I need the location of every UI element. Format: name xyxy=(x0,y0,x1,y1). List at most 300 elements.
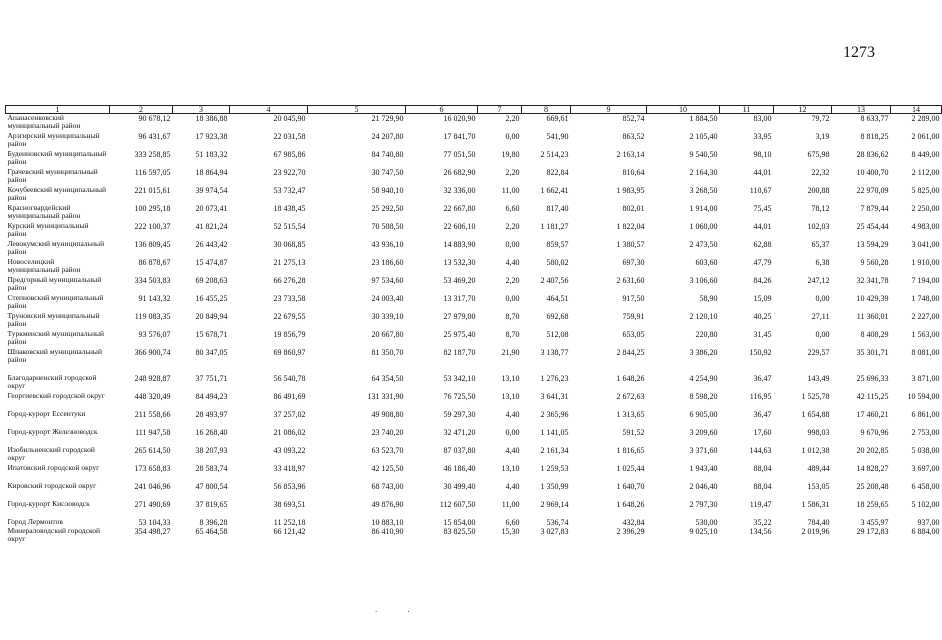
value-cell: 3 641,31 xyxy=(540,392,569,401)
value-cell: 18 259,65 xyxy=(856,500,889,509)
footer-marks: . . xyxy=(375,604,424,614)
value-cell: 88,04 xyxy=(753,482,772,491)
value-cell: 53 342,10 xyxy=(443,374,476,383)
value-cell: 33 418,97 xyxy=(273,464,306,473)
table-row xyxy=(6,168,942,186)
value-cell: 19 856,79 xyxy=(273,330,306,339)
value-cell: 58 940,10 xyxy=(371,186,404,195)
municipality-name: Апанасенковский муниципальный район xyxy=(7,113,81,130)
value-cell: 65,37 xyxy=(811,240,830,249)
value-cell: 15 474,87 xyxy=(195,258,228,267)
value-cell: 66 276,28 xyxy=(273,276,306,285)
value-cell: 1 910,00 xyxy=(911,258,940,267)
municipality-name: Буденновский муниципальный район xyxy=(7,149,107,166)
value-cell: 16 020,90 xyxy=(443,114,476,123)
value-cell: 16 268,40 xyxy=(195,428,228,437)
value-cell: 580,02 xyxy=(546,258,569,267)
municipality-name: Левокумский муниципальный район xyxy=(7,239,105,256)
value-cell: 13,10 xyxy=(501,392,520,401)
column-header: 5 xyxy=(308,106,406,114)
value-cell: 51 183,32 xyxy=(195,150,228,159)
value-cell: 83,00 xyxy=(753,114,772,123)
table-row xyxy=(6,258,942,276)
page-number: 1273 xyxy=(843,44,875,61)
value-cell: 2 120,10 xyxy=(689,312,718,321)
value-cell: 221 015,61 xyxy=(134,186,171,195)
value-cell: 32 471,20 xyxy=(443,428,476,437)
value-cell: 692,68 xyxy=(546,312,569,321)
value-cell: 536,74 xyxy=(546,518,569,527)
value-cell: 25 696,33 xyxy=(856,374,889,383)
value-cell: 541,90 xyxy=(546,132,569,141)
value-cell: 653,05 xyxy=(622,330,645,339)
value-cell: 28 583,74 xyxy=(195,464,228,473)
value-cell: 2 473,50 xyxy=(689,240,718,249)
value-cell: 8 081,00 xyxy=(911,348,940,357)
value-cell: 6,60 xyxy=(505,204,520,213)
value-cell: 2 396,29 xyxy=(616,527,645,536)
value-cell: 822,84 xyxy=(546,168,569,177)
value-cell: 63 523,70 xyxy=(371,446,404,455)
value-cell: 2 365,96 xyxy=(540,410,569,419)
value-cell: 27 979,00 xyxy=(443,312,476,321)
table-row xyxy=(6,312,942,330)
value-cell: 3 138,77 xyxy=(540,348,569,357)
value-cell: 37 257,02 xyxy=(273,410,306,419)
value-cell: 917,50 xyxy=(622,294,645,303)
value-cell: 4,40 xyxy=(505,446,520,455)
value-cell: 43 093,22 xyxy=(273,446,306,455)
table-row xyxy=(6,204,942,222)
value-cell: 25 975,40 xyxy=(443,330,476,339)
municipality-name: Новоселицкий муниципальный район xyxy=(7,257,81,274)
value-cell: 6 458,00 xyxy=(911,482,940,491)
value-cell: 8 408,29 xyxy=(860,330,889,339)
value-cell: 136 809,45 xyxy=(134,240,171,249)
value-cell: 432,84 xyxy=(622,518,645,527)
value-cell: 36,47 xyxy=(753,410,772,419)
value-cell: 29 172,83 xyxy=(856,527,889,536)
value-cell: 49 876,90 xyxy=(371,500,404,509)
municipality-name: Ипатовский городской округ xyxy=(7,463,100,472)
value-cell: 1 654,88 xyxy=(801,410,830,419)
value-cell: 0,00 xyxy=(505,240,520,249)
value-cell: 675,98 xyxy=(807,150,830,159)
municipality-name: Степновский муниципальный район xyxy=(7,293,104,310)
value-cell: 1 525,78 xyxy=(801,392,830,401)
value-cell: 247,12 xyxy=(807,276,830,285)
value-cell: 2,20 xyxy=(505,222,520,231)
value-cell: 98,10 xyxy=(753,150,772,159)
value-cell: 5 102,00 xyxy=(911,500,940,509)
value-cell: 13 594,29 xyxy=(856,240,889,249)
value-cell: 19,80 xyxy=(501,150,520,159)
value-cell: 2 105,40 xyxy=(689,132,718,141)
value-cell: 20 073,41 xyxy=(195,204,228,213)
column-header: 13 xyxy=(832,106,891,114)
value-cell: 10 594,00 xyxy=(907,392,940,401)
value-cell: 30 339,10 xyxy=(371,312,404,321)
value-cell: 0,00 xyxy=(815,330,830,339)
value-cell: 4,40 xyxy=(505,482,520,491)
value-cell: 35 301,71 xyxy=(856,348,889,357)
municipality-name: Кировский городской округ xyxy=(7,481,97,490)
value-cell: 2 227,00 xyxy=(911,312,940,321)
value-cell: 84 494,23 xyxy=(195,392,228,401)
value-cell: 33,95 xyxy=(753,132,772,141)
value-cell: 8 598,20 xyxy=(689,392,718,401)
value-cell: 2,20 xyxy=(505,276,520,285)
value-cell: 80 347,05 xyxy=(195,348,228,357)
value-cell: 52 515,54 xyxy=(273,222,306,231)
value-cell: 10 883,10 xyxy=(371,518,404,527)
spacer-row xyxy=(6,366,942,374)
value-cell: 28 836,62 xyxy=(856,150,889,159)
value-cell: 22 679,55 xyxy=(273,312,306,321)
value-cell: 1 914,00 xyxy=(689,204,718,213)
value-cell: 100 295,18 xyxy=(134,204,171,213)
value-cell: 248 928,87 xyxy=(134,374,171,383)
value-cell: 15,30 xyxy=(501,527,520,536)
value-cell: 366 900,74 xyxy=(134,348,171,357)
value-cell: 17 841,70 xyxy=(443,132,476,141)
value-cell: 23 733,58 xyxy=(273,294,306,303)
value-cell: 17 460,21 xyxy=(856,410,889,419)
table-row xyxy=(6,392,942,410)
value-cell: 59 297,30 xyxy=(443,410,476,419)
value-cell: 82 187,70 xyxy=(443,348,476,357)
column-header: 8 xyxy=(522,106,571,114)
value-cell: 35,22 xyxy=(753,518,772,527)
table-row xyxy=(6,114,942,133)
municipality-name: Красногвардейский муниципальный район xyxy=(7,203,81,220)
value-cell: 112 607,50 xyxy=(439,500,476,509)
table-row xyxy=(6,500,942,518)
value-cell: 66 121,42 xyxy=(273,527,306,536)
value-cell: 102,03 xyxy=(807,222,830,231)
table-row xyxy=(6,482,942,500)
value-cell: 16 455,25 xyxy=(195,294,228,303)
value-cell: 1 822,04 xyxy=(616,222,645,231)
value-cell: 852,74 xyxy=(622,114,645,123)
value-cell: 2 969,14 xyxy=(540,500,569,509)
value-cell: 2 250,00 xyxy=(911,204,940,213)
column-header: 12 xyxy=(774,106,832,114)
value-cell: 3,19 xyxy=(815,132,830,141)
value-cell: 10 400,70 xyxy=(856,168,889,177)
table-row xyxy=(6,186,942,204)
value-cell: 43 936,10 xyxy=(371,240,404,249)
value-cell: 83 825,50 xyxy=(443,527,476,536)
value-cell: 30 747,50 xyxy=(371,168,404,177)
value-cell: 6,60 xyxy=(505,518,520,527)
municipality-name: Труновский муниципальный район xyxy=(7,311,100,328)
municipality-name: Город-курорт Железноводск xyxy=(7,427,98,436)
value-cell: 143,49 xyxy=(807,374,830,383)
value-cell: 13 532,30 xyxy=(443,258,476,267)
value-cell: 20 667,80 xyxy=(371,330,404,339)
value-cell: 15 854,00 xyxy=(443,518,476,527)
value-cell: 26 443,42 xyxy=(195,240,228,249)
value-cell: 1 181,27 xyxy=(540,222,569,231)
value-cell: 2 797,30 xyxy=(689,500,718,509)
value-cell: 68 743,00 xyxy=(371,482,404,491)
value-cell: 56 853,96 xyxy=(273,482,306,491)
value-cell: 14 828,27 xyxy=(856,464,889,473)
municipality-name: Предгорный муниципальный район xyxy=(7,275,102,292)
municipality-name: Изобильненский городской округ xyxy=(7,445,95,462)
value-cell: 22,32 xyxy=(811,168,830,177)
value-cell: 37 751,71 xyxy=(195,374,228,383)
value-cell: 1 563,00 xyxy=(911,330,940,339)
value-cell: 9 670,96 xyxy=(860,428,889,437)
value-cell: 591,52 xyxy=(622,428,645,437)
value-cell: 2 046,40 xyxy=(689,482,718,491)
column-header: 3 xyxy=(173,106,230,114)
value-cell: 1 748,00 xyxy=(911,294,940,303)
value-cell: 697,30 xyxy=(622,258,645,267)
value-cell: 87 037,80 xyxy=(443,446,476,455)
value-cell: 784,40 xyxy=(807,518,830,527)
value-cell: 116,95 xyxy=(749,392,772,401)
value-cell: 2 161,34 xyxy=(540,446,569,455)
value-cell: 603,60 xyxy=(695,258,718,267)
value-cell: 334 503,83 xyxy=(134,276,171,285)
value-cell: 802,01 xyxy=(622,204,645,213)
value-cell: 26 682,90 xyxy=(443,168,476,177)
table-row xyxy=(6,428,942,446)
value-cell: 200,88 xyxy=(807,186,830,195)
column-header: 2 xyxy=(110,106,173,114)
value-cell: 8,70 xyxy=(505,330,520,339)
value-cell: 67 985,86 xyxy=(273,150,306,159)
value-cell: 111 947,58 xyxy=(135,428,171,437)
value-cell: 3 106,60 xyxy=(689,276,718,285)
value-cell: 70 508,50 xyxy=(371,222,404,231)
value-cell: 144,63 xyxy=(749,446,772,455)
value-cell: 1 259,53 xyxy=(540,464,569,473)
column-header: 6 xyxy=(406,106,478,114)
value-cell: 4,40 xyxy=(505,258,520,267)
value-cell: 15,09 xyxy=(753,294,772,303)
municipality-name: Город-курорт Ессентуки xyxy=(7,409,86,418)
value-cell: 30 068,85 xyxy=(273,240,306,249)
value-cell: 46 186,40 xyxy=(443,464,476,473)
value-cell: 1 816,65 xyxy=(616,446,645,455)
value-cell: 8,70 xyxy=(505,312,520,321)
value-cell: 9 560,28 xyxy=(860,258,889,267)
value-cell: 1 380,57 xyxy=(616,240,645,249)
value-cell: 2 289,00 xyxy=(911,114,940,123)
value-cell: 489,44 xyxy=(807,464,830,473)
value-cell: 28 493,97 xyxy=(195,410,228,419)
value-cell: 32 336,00 xyxy=(443,186,476,195)
value-cell: 3 871,00 xyxy=(911,374,940,383)
value-cell: 5 038,00 xyxy=(911,446,940,455)
value-cell: 23 186,60 xyxy=(371,258,404,267)
value-cell: 44,01 xyxy=(753,168,772,177)
value-cell: 2 061,00 xyxy=(911,132,940,141)
value-cell: 41 821,24 xyxy=(195,222,228,231)
table-row xyxy=(6,276,942,294)
value-cell: 859,57 xyxy=(546,240,569,249)
value-cell: 1 060,00 xyxy=(689,222,718,231)
value-cell: 75,45 xyxy=(753,204,772,213)
value-cell: 88,04 xyxy=(753,464,772,473)
value-cell: 22 667,80 xyxy=(443,204,476,213)
column-header: 1 xyxy=(6,106,110,114)
value-cell: 1 586,31 xyxy=(801,500,830,509)
value-cell: 448 320,49 xyxy=(134,392,171,401)
municipality-name: Город Лермонтов xyxy=(7,517,63,526)
value-cell: 2 753,00 xyxy=(911,428,940,437)
value-cell: 11,00 xyxy=(501,500,520,509)
value-cell: 69 208,63 xyxy=(195,276,228,285)
value-cell: 42 115,25 xyxy=(856,392,889,401)
value-cell: 22 031,58 xyxy=(273,132,306,141)
value-cell: 18 386,88 xyxy=(195,114,228,123)
table-row xyxy=(6,132,942,150)
value-cell: 38 693,51 xyxy=(273,500,306,509)
value-cell: 78,12 xyxy=(811,204,830,213)
value-cell: 2 844,25 xyxy=(616,348,645,357)
table-row xyxy=(6,446,942,464)
table-row xyxy=(6,330,942,348)
spacer-cell xyxy=(6,366,942,374)
value-cell: 1 313,65 xyxy=(616,410,645,419)
value-cell: 6,38 xyxy=(815,258,830,267)
value-cell: 20 849,94 xyxy=(195,312,228,321)
value-cell: 222 100,37 xyxy=(134,222,171,231)
value-cell: 1 662,41 xyxy=(540,186,569,195)
column-header: 14 xyxy=(891,106,942,114)
value-cell: 49 908,80 xyxy=(371,410,404,419)
table-row xyxy=(6,464,942,482)
value-cell: 21,90 xyxy=(501,348,520,357)
column-header: 7 xyxy=(478,106,522,114)
value-cell: 211 558,66 xyxy=(134,410,171,419)
table-row xyxy=(6,527,942,543)
value-cell: 13,10 xyxy=(501,374,520,383)
value-cell: 64 354,50 xyxy=(371,374,404,383)
value-cell: 11,00 xyxy=(501,186,520,195)
municipality-name: Шпаковский муниципальный район xyxy=(7,347,102,364)
value-cell: 333 258,85 xyxy=(134,150,171,159)
municipality-name: Кочубеевский муниципальный район xyxy=(7,185,107,202)
value-cell: 30 499,40 xyxy=(443,482,476,491)
table-row xyxy=(6,410,942,428)
value-cell: 4,40 xyxy=(505,410,520,419)
value-cell: 86 878,67 xyxy=(138,258,171,267)
value-cell: 23 740,20 xyxy=(371,428,404,437)
value-cell: 53 104,33 xyxy=(138,518,171,527)
value-cell: 96 431,67 xyxy=(138,132,171,141)
value-cell: 759,91 xyxy=(622,312,645,321)
value-cell: 77 051,50 xyxy=(443,150,476,159)
value-cell: 24 207,80 xyxy=(371,132,404,141)
municipality-name: Георгиевский городской округ xyxy=(7,391,105,400)
value-cell: 1 350,99 xyxy=(540,482,569,491)
value-cell: 3 041,00 xyxy=(911,240,940,249)
value-cell: 530,00 xyxy=(695,518,718,527)
value-cell: 2 672,63 xyxy=(616,392,645,401)
value-cell: 90 678,12 xyxy=(138,114,171,123)
budget-table xyxy=(5,105,942,543)
value-cell: 220,80 xyxy=(695,330,718,339)
value-cell: 3 455,97 xyxy=(860,518,889,527)
value-cell: 15 678,71 xyxy=(195,330,228,339)
value-cell: 21 086,02 xyxy=(273,428,306,437)
value-cell: 86 491,69 xyxy=(273,392,306,401)
table-row xyxy=(6,374,942,392)
value-cell: 0,00 xyxy=(505,132,520,141)
value-cell: 13,10 xyxy=(501,464,520,473)
value-cell: 58,90 xyxy=(699,294,718,303)
value-cell: 62,88 xyxy=(753,240,772,249)
value-cell: 84,26 xyxy=(753,276,772,285)
value-cell: 134,56 xyxy=(749,527,772,536)
value-cell: 2,20 xyxy=(505,114,520,123)
value-cell: 1 640,70 xyxy=(616,482,645,491)
value-cell: 3 268,50 xyxy=(689,186,718,195)
value-cell: 10 429,39 xyxy=(856,294,889,303)
value-cell: 17,60 xyxy=(753,428,772,437)
value-cell: 153,05 xyxy=(807,482,830,491)
table-row xyxy=(6,518,942,527)
value-cell: 1 648,26 xyxy=(616,500,645,509)
value-cell: 53 469,20 xyxy=(443,276,476,285)
value-cell: 40,25 xyxy=(753,312,772,321)
value-cell: 119,47 xyxy=(749,500,772,509)
value-cell: 2 163,14 xyxy=(616,150,645,159)
value-cell: 0,00 xyxy=(505,428,520,437)
value-cell: 20 045,90 xyxy=(273,114,306,123)
column-header: 11 xyxy=(720,106,774,114)
value-cell: 116 597,05 xyxy=(134,168,171,177)
value-cell: 3 386,20 xyxy=(689,348,718,357)
value-cell: 8 633,77 xyxy=(860,114,889,123)
value-cell: 271 490,69 xyxy=(134,500,171,509)
value-cell: 1 983,95 xyxy=(616,186,645,195)
value-cell: 31,45 xyxy=(753,330,772,339)
value-cell: 2 407,56 xyxy=(540,276,569,285)
municipality-name: Город-курорт Кисловодск xyxy=(7,499,90,508)
table-row xyxy=(6,294,942,312)
value-cell: 47,79 xyxy=(753,258,772,267)
value-cell: 1 012,38 xyxy=(801,446,830,455)
municipality-name: Арзгирский муниципальный район xyxy=(7,131,100,148)
value-cell: 24 003,40 xyxy=(371,294,404,303)
value-cell: 863,52 xyxy=(622,132,645,141)
value-cell: 1 025,44 xyxy=(616,464,645,473)
column-header: 10 xyxy=(647,106,720,114)
value-cell: 22 970,09 xyxy=(856,186,889,195)
value-cell: 3 027,83 xyxy=(540,527,569,536)
value-cell: 119 083,35 xyxy=(134,312,171,321)
value-cell: 8 449,00 xyxy=(911,150,940,159)
value-cell: 2 514,23 xyxy=(540,150,569,159)
value-cell: 6 905,00 xyxy=(689,410,718,419)
value-cell: 97 534,60 xyxy=(371,276,404,285)
value-cell: 20 202,85 xyxy=(856,446,889,455)
table-row xyxy=(6,240,942,258)
value-cell: 817,40 xyxy=(546,204,569,213)
value-cell: 9 025,10 xyxy=(689,527,718,536)
value-cell: 27,11 xyxy=(811,312,830,321)
value-cell: 11 252,18 xyxy=(273,518,306,527)
value-cell: 265 614,50 xyxy=(134,446,171,455)
value-cell: 2 164,30 xyxy=(689,168,718,177)
